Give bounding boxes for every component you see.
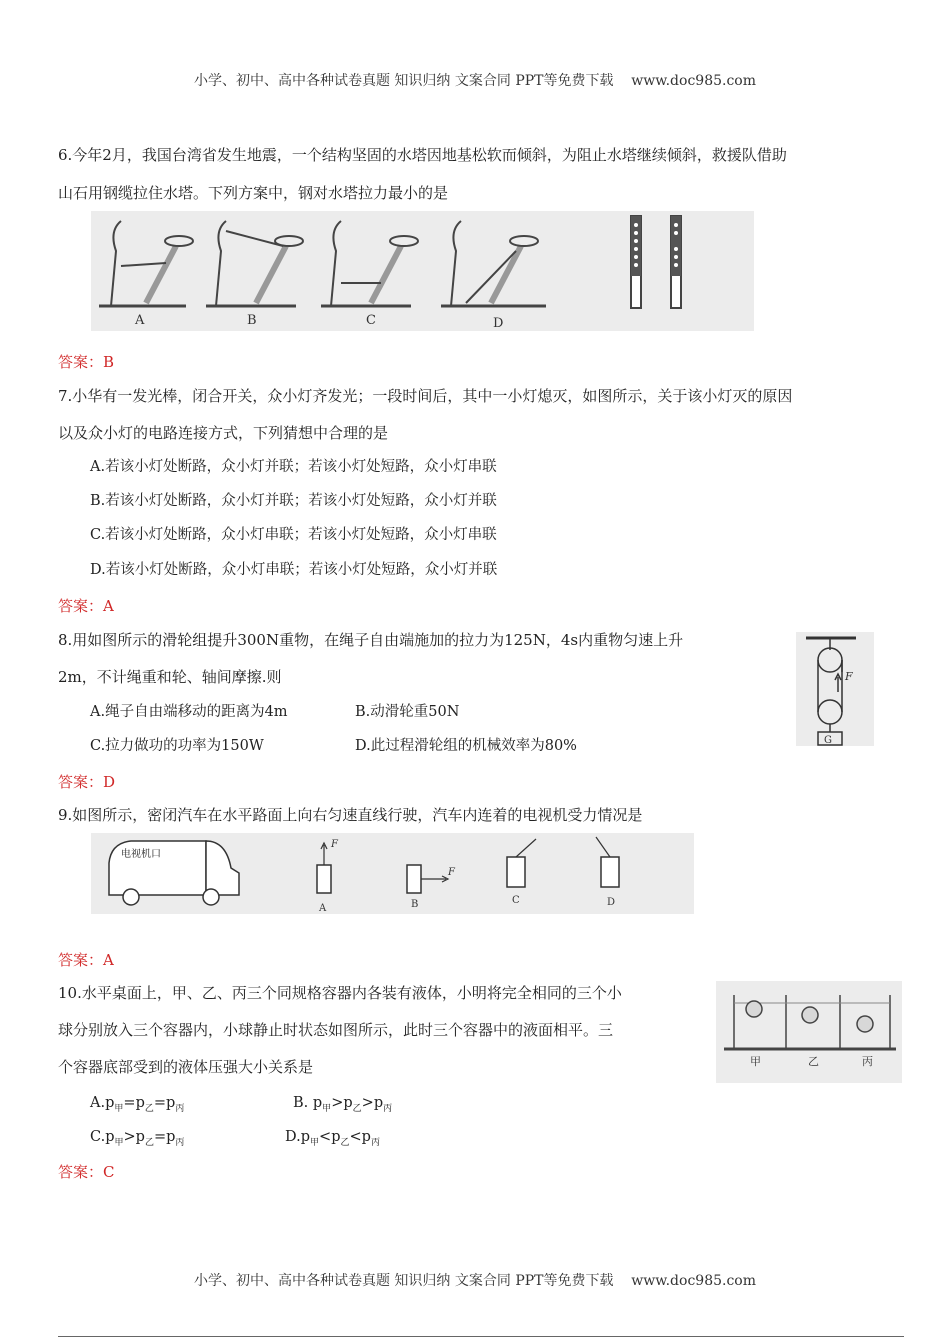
q9-force-b: F: [448, 867, 455, 878]
q8-option-a: A.绳子自由端移动的距离为4m: [90, 704, 288, 720]
q7-stem-line2: 以及众小灯的电路连接方式，下列猜想中合理的是: [58, 424, 389, 442]
q10-option-b: B. $p_甲>p_乙>p_丙$: [293, 1095, 393, 1114]
q8-answer: 答案：D: [58, 773, 116, 791]
q10-label-bing: 丙: [862, 1055, 873, 1068]
q8-option-c: C.拉力做功的功率为150W: [90, 738, 264, 754]
q7-option-c: C.若该小灯处断路，众小灯串联；若该小灯处短路，众小灯串联: [90, 527, 497, 543]
q6-label-a: A: [135, 313, 145, 328]
q9-answer: 答案：A: [58, 951, 114, 969]
q9-figure-drawing: [91, 833, 694, 914]
q6-label-b: B: [247, 313, 257, 328]
q10-stem-line3: 个容器底部受到的液体压强大小关系是: [58, 1058, 314, 1076]
q8-pulley-drawing: [796, 632, 874, 746]
q8-stem-line2: 2m，不计绳重和轮、轴间摩擦.则: [58, 668, 282, 686]
q10-label-yi: 乙: [808, 1055, 819, 1068]
q6-label-d: D: [493, 316, 504, 331]
q9-label-a: A: [319, 903, 327, 914]
q10-figure-drawing: [716, 981, 902, 1083]
q6-stem-line1: 6.今年2月，我国台湾省发生地震，一个结构坚固的水塔因地基松软而倾斜，为阻止水塔继续倾斜，救援队借助: [58, 146, 787, 164]
page-footer: 小学、初中、高中各种试卷真题 知识归纳 文案合同 PPT等免费下载 www.doc985.com: [193, 1273, 756, 1289]
q6-stem-line2: 山石用钢缆拉住水塔。下列方案中，钢对水塔拉力最小的是: [58, 184, 449, 202]
q8-stem-line1: 8.用如图所示的滑轮组提升300N重物，在绳子自由端施加的拉力为125N，4s内重物匀速上升: [58, 631, 684, 649]
q6-answer: 答案：B: [58, 353, 115, 371]
q8-option-d: D.此过程滑轮组的机械效率为80%: [355, 738, 577, 754]
q10-stem-line1: 10.水平桌面上，甲、乙、丙三个同规格容器内各装有液体，小明将完全相同的三个小: [58, 984, 622, 1002]
bottom-divider: [58, 1336, 904, 1337]
q9-force-a: F: [331, 839, 338, 850]
q9-figure: [91, 833, 694, 914]
q7-option-a: A.若该小灯处断路，众小灯并联；若该小灯处短路，众小灯串联: [90, 459, 497, 475]
q9-stem-line1: 9.如图所示，密闭汽车在水平路面上向右匀速直线行驶，汽车内连着的电视机受力情况是: [58, 806, 643, 824]
q8-pulley-figure: [796, 632, 874, 746]
q7-option-b: B.若该小灯处断路，众小灯并联；若该小灯处短路，众小灯并联: [90, 493, 497, 509]
page-header: 小学、初中、高中各种试卷真题 知识归纳 文案合同 PPT等免费下载 www.doc985.com: [193, 73, 756, 89]
q10-label-jia: 甲: [750, 1055, 761, 1068]
q10-option-a: $A.p_甲=p_乙=p_丙$: [90, 1095, 185, 1114]
q6-label-c: C: [366, 313, 376, 328]
q7-stem-line1: 7.小华有一发光棒，闭合开关，众小灯齐发光；一段时间后，其中一小灯熄灭，如图所示，关于该小灯灭的原因: [58, 387, 793, 405]
q10-figure: [716, 981, 902, 1083]
q8-label-f: F: [845, 670, 853, 683]
q10-option-c: $C.p_甲>p_乙=p_丙$: [90, 1129, 185, 1148]
q7-option-d: D.若该小灯处断路，众小灯串联；若该小灯处短路，众小灯并联: [90, 562, 498, 578]
q10-stem-line2: 球分别放入三个容器内，小球静止时状态如图所示，此时三个容器中的液面相平。三: [58, 1021, 614, 1039]
q8-option-b: B.动滑轮重50N: [355, 704, 460, 720]
q10-answer: 答案：C: [58, 1163, 115, 1181]
q9-label-b: B: [411, 899, 419, 910]
q9-label-c: C: [512, 895, 520, 906]
q10-option-d: $D.p_甲<p_乙<p_丙$: [285, 1129, 380, 1148]
q9-van-label: 电视机口: [121, 849, 161, 860]
q6-figure: [91, 211, 754, 331]
q6-figure-drawing: [91, 211, 754, 331]
q8-label-g: G: [824, 735, 832, 746]
q7-answer: 答案：A: [58, 597, 114, 615]
q9-label-d: D: [607, 897, 616, 908]
